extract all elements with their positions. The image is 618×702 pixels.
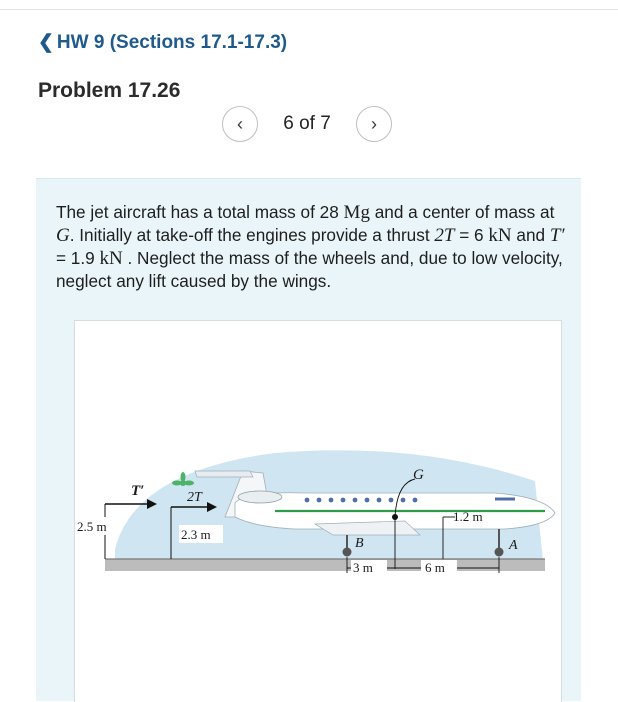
- problem-card: [36, 178, 581, 701]
- dim-2-5-label: 2.5 m: [77, 519, 107, 534]
- aircraft-figure: [74, 320, 562, 702]
- symbol-2t: 2T: [434, 225, 455, 246]
- unit-kn: kN: [99, 248, 123, 269]
- chevron-left-icon: ‹: [237, 113, 243, 134]
- statement-text: . Initially at take-off the engines provide a thrust: [69, 225, 435, 245]
- chevron-left-icon: ❮: [38, 32, 54, 53]
- wheel-b: [343, 548, 352, 557]
- page-count: 6 of 7: [283, 113, 331, 134]
- chevron-right-icon: ›: [371, 113, 377, 134]
- problem-title: Problem 17.26: [38, 79, 181, 102]
- next-problem-button[interactable]: [356, 106, 392, 142]
- label-b: B: [355, 536, 364, 551]
- statement-text: . Neglect the mass of the wheels and, due to low velocity, neglect any lift caused by the wings.: [56, 248, 563, 291]
- mass-unit: Mg: [343, 202, 370, 223]
- statement-text: = 1.9: [56, 248, 100, 268]
- engine-nacelle: [238, 491, 282, 503]
- dim-1-2-label: 1.2 m: [453, 509, 483, 524]
- label-t-prime: T′: [131, 483, 145, 499]
- symbol-t-prime: T′: [549, 225, 565, 246]
- statement-text: and a center of mass at: [369, 202, 555, 222]
- problem-pager: [222, 106, 392, 142]
- dim-6-label: 6 m: [425, 560, 445, 575]
- dim-2-3-label: 2.3 m: [181, 527, 211, 542]
- previous-problem-button[interactable]: [222, 106, 258, 142]
- back-link[interactable]: [38, 31, 287, 54]
- statement-text: and: [511, 225, 550, 245]
- statement-text: The jet aircraft has a total mass of 28: [56, 202, 344, 222]
- label-2t: 2T: [187, 490, 202, 505]
- unit-kn: kN: [488, 225, 512, 246]
- symbol-g: G: [56, 225, 70, 246]
- problem-statement: [56, 201, 568, 292]
- wheel-a: [495, 548, 504, 557]
- statement-text: = 6: [454, 225, 489, 245]
- back-link-label: HW 9 (Sections 17.1-17.3): [56, 31, 288, 53]
- top-divider: [0, 9, 618, 10]
- dim-3-label: 3 m: [353, 560, 373, 575]
- label-a: A: [509, 538, 518, 553]
- ground-strip: [105, 559, 545, 571]
- horizontal-stabilizer: [195, 471, 253, 477]
- label-g: G: [413, 467, 424, 483]
- aircraft-diagram: [75, 321, 561, 702]
